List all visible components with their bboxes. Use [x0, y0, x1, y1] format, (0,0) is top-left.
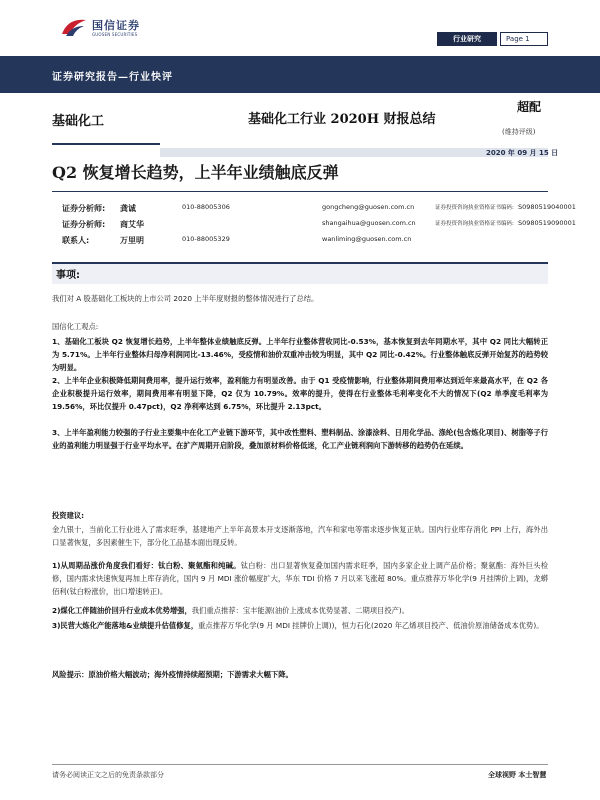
page-number: Page 1 — [500, 32, 548, 46]
risk-warning: 风险提示：原油价格大幅波动；海外疫情持续超预期；下游需求大幅下降。 — [52, 670, 293, 679]
advice-item-3 — [52, 619, 548, 632]
rating: 超配 — [517, 100, 542, 114]
sector-name: 基础化工 — [52, 114, 105, 129]
analyst-cert: S0980519040001 — [518, 203, 576, 211]
advice-item-1-text: 钛白粉：出口显著恢复叠加国内需求旺季，国内多家企业上调产品价格；聚氨酯：海外巨头检修，国内需求快速恢复再加上库存消化，国内 9 月 MDI 涨价幅度扩大，华东 TDI 价格 7 月以来飞涨超 80%。重点推荐万华化学(9 月挂牌价上调)，龙蟒佰利(钛白粉涨价，出口增速转正)。 — [52, 561, 548, 596]
intro-paragraph: 我们对 A 股基础化工板块的上市公司 2020 上半年度财报的整体情况进行了总结。 — [52, 294, 319, 303]
footer-divider — [52, 764, 548, 765]
analyst-phone: 010-88005306 — [182, 203, 230, 211]
advice-item-1-lead: 1)从周期品涨价角度我们看好：钛白粉、聚氨酯和纯碱。 — [52, 561, 241, 570]
advice-item-2-text: 我们重点推荐：宝丰能源(油价上涨成本优势显著、二期项目投产)。 — [191, 606, 410, 615]
company-logo — [60, 14, 170, 48]
view-paragraph-1: 1、基础化工板块 Q2 恢复增长趋势，上半年整体业绩触底反弹。上半年行业整体营收同比-0.53%，基本恢复到去年同期水平，其中 Q2 同比大幅转正为 5.71%。上半年行业整体归母净利润同比-13.46%，受疫情和油价双重冲击较为明显，其中 Q2 同比-0.42%。行业整体触底反弹开始复苏的趋势较为明显。 — [52, 337, 548, 372]
advice-item-3-text: 重点推荐万华化学(9 月 MDI 挂牌价上调))，恒力石化(2020 年乙烯项目投产、低油价原油储备成本优势)。 — [198, 621, 544, 630]
divider — [52, 191, 548, 192]
advice-label: 投资建议: — [52, 511, 85, 520]
analyst-phone: 010-88005329 — [182, 235, 230, 243]
analyst-row — [52, 235, 562, 249]
analyst-role: 证券分析师: — [62, 204, 106, 213]
report-date: 2020 年 09 月 15 日 — [486, 149, 559, 157]
views-label: 国信化工观点: — [52, 322, 99, 331]
disclaimer-note: 请务必阅读正文之后的免责条款部分 — [52, 771, 164, 779]
advice-paragraph: 金九银十，当前化工行业进入了需求旺季，基建地产上半年高景本开支逐渐落地，汽车和家电等需求逐步恢复正轨。国内行业库存消化 PPI 上行，海外出口显著恢复，多因素催生下，部分化工品基本面出现反转。 — [52, 525, 548, 547]
report-type-tag: 行业研究 — [437, 32, 497, 46]
analyst-role: 证券分析师: — [62, 220, 106, 229]
analyst-name: 商艾华 — [120, 220, 144, 229]
logo-text: 国信证券 — [92, 19, 140, 32]
view-paragraph-3: 3、上半年盈利能力较强的子行业主要集中在化工产业链下游环节，其中改性塑料、塑料制品、涂漆涂料、日用化学品、涤纶(包含炼化项目)、树脂等子行业的盈利能力明显强于行业平均水平。在扩产周期开启阶段，叠加原材料价格低迷，化工产业链利润向下游转移的趋势仍在延续。 — [52, 428, 548, 450]
analyst-name: 龚诚 — [120, 204, 136, 213]
analyst-row — [52, 203, 576, 217]
headline: Q2 恢复增长趋势，上半年业绩触底反弹 — [52, 163, 339, 182]
view-paragraph-2: 2、上半年企业积极降低期间费用率，提升运行效率，盈利能力有明显改善。由于 Q1 受疫情影响，行业整体期间费用率达到近年来最高水平，在 Q2 各企业积极提升运行效率，期间费用率有明显下降，Q2 仅为 10.79%。效率的提升，使得在行业整体毛利率变化不大的情况下(Q2 单季度毛利率为 19.56%，环比仅提升 0.47pct)，Q2 净利率达到 6.75%，环比提升 2.13pct。 — [52, 376, 548, 411]
analyst-email[interactable]: gongcheng@guosen.com.cn — [322, 203, 415, 211]
analyst-row — [52, 219, 576, 233]
analyst-cert-label: 证券投资咨询执业资格证书编码: — [435, 205, 514, 211]
analyst-role: 联系人: — [62, 236, 90, 245]
section-title: 事项: — [56, 270, 80, 281]
analyst-email[interactable]: shangaihua@guosen.com.cn — [322, 219, 416, 227]
analyst-name: 万里明 — [120, 236, 144, 245]
section-header — [52, 262, 548, 284]
logo-mark-icon — [60, 16, 88, 38]
logo-subtext: GUOSEN SECURITIES — [92, 32, 138, 37]
advice-item-1 — [52, 559, 548, 598]
report-title: 基础化工行业 2020H 财报总结 — [248, 112, 436, 127]
advice-item-3-lead: 3)民营大炼化产能落地&业绩提升估值修复， — [52, 621, 199, 630]
analyst-cert-label: 证券投资咨询执业资格证书编码: — [435, 221, 514, 227]
banner-title: 证券研究报告—行业快评 — [52, 72, 173, 83]
analyst-cert: S0980519090001 — [518, 219, 576, 227]
rating-note: (维持评级) — [502, 128, 536, 136]
advice-item-2 — [52, 604, 548, 617]
footer-slogan: 全球视野 本土智慧 — [488, 770, 547, 779]
analyst-email[interactable]: wanliming@guosen.com.cn — [322, 235, 412, 243]
advice-item-2-lead: 2)煤化工伴随油价回升行业成本优势增强， — [52, 606, 192, 615]
